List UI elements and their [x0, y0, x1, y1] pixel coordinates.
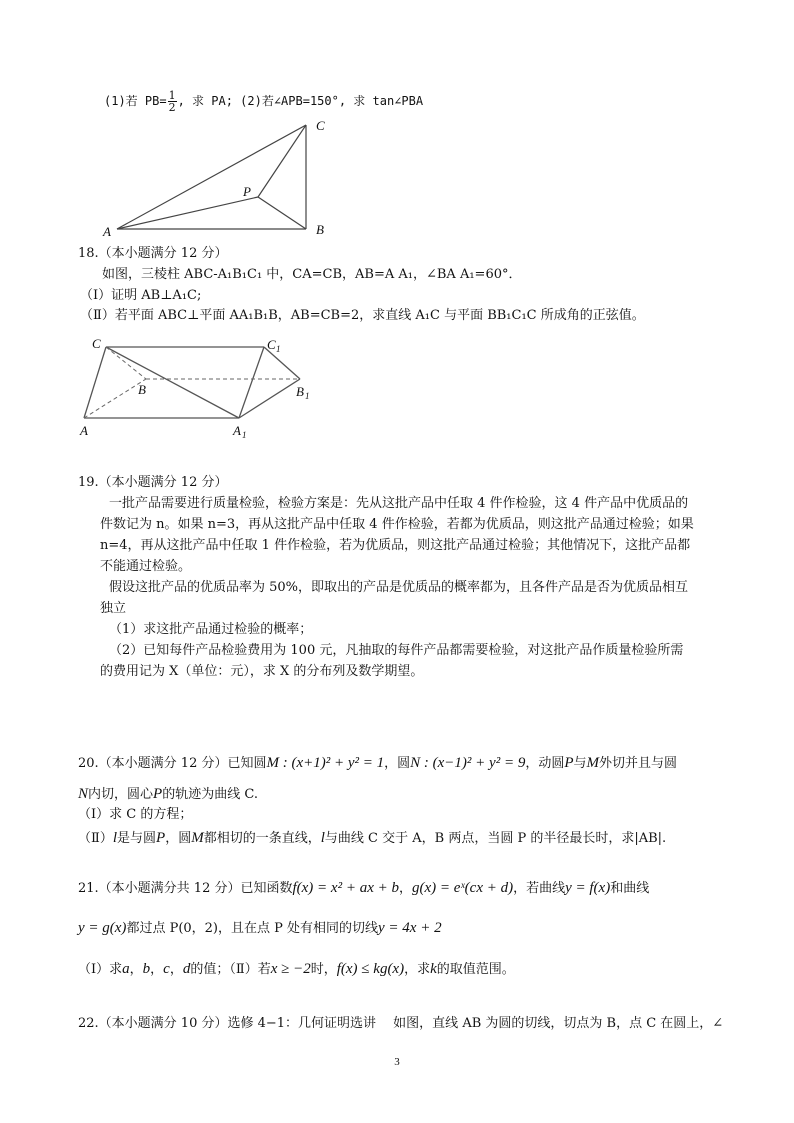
q18-label-c: C	[92, 336, 101, 351]
q21-text: 和曲线	[610, 881, 650, 896]
q20-var-l: l	[112, 830, 118, 846]
q20-var-l: l	[320, 830, 325, 846]
q20-text: 与	[573, 756, 587, 771]
q21-line-1	[78, 879, 649, 898]
q18-label-a1: A	[233, 423, 241, 438]
q20-line-1	[78, 754, 677, 773]
q21-curve-f: y = f(x)	[565, 880, 611, 896]
q19-line-4: 不能通过检验。	[100, 559, 192, 574]
q19-line-6: 独立	[100, 601, 127, 616]
q20-line-2	[78, 785, 258, 804]
q20-var-p: P	[156, 830, 166, 846]
q20-var-m: M	[191, 830, 204, 846]
q19-line-7: （1）求这批产品通过检验的概率；	[109, 622, 313, 637]
q20-text: 外切并且与圆	[599, 756, 678, 771]
q18-intro: 如图，三棱柱 ABC-A₁B₁C₁ 中，CA=CB，AB=A A₁，∠BA A₁=60°．	[102, 267, 522, 282]
q20-part-2	[78, 829, 666, 848]
q21-text: 都过点 P(0，2)，且在点 P 处有相同的切线	[126, 921, 379, 936]
q17-text-a: (1)若 PB=	[104, 94, 167, 108]
q21-text: ，	[169, 962, 183, 977]
q21-var-k: k	[430, 961, 437, 977]
q19-line-5: 假设这批产品的优质品率为 50%，即取出的产品是优质品的概率都为，且各件产品是否为优质品相互	[109, 580, 689, 595]
q21-condition: x ≥ −2	[270, 961, 311, 977]
q21-g-def: g(x) = eˣ(cx + d)	[412, 880, 514, 896]
q20-var-p: P	[153, 786, 163, 802]
q20-text: 与曲线 C 交于 A，B 两点，当圆 P 的半径最长时，求|AB|.	[324, 831, 667, 846]
q21-text: 的值；（Ⅱ）若	[190, 962, 271, 977]
q20-heading: 20.（本小题满分 12 分）已知圆	[78, 756, 267, 771]
q18-label-b1-sub: 1	[305, 391, 310, 401]
q21-var-a: a	[122, 961, 130, 977]
q19-line-2: 件数记为 n。如果 n=3，再从这批产品中任取 4 件作检验，若都为优质品，则这批产品通过检验；如果	[100, 517, 694, 532]
q17-label-a: A	[103, 224, 111, 238]
q17-label-b: B	[316, 222, 324, 237]
q18-label-a: A	[80, 423, 88, 438]
q18-label-b1: B	[296, 384, 304, 399]
q18-part-2: （Ⅱ）若平面 ABC⊥平面 AA₁B₁B，AB=CB=2，求直线 A₁C 与平面 BB₁C₁C 所成角的正弦值。	[80, 308, 645, 323]
q17-text-b: , 求 PA; (2)若∠APB=150°, 求 tan∠PBA	[177, 94, 424, 108]
q17-question-line	[104, 90, 423, 113]
q20-text: 的轨迹为曲线 C.	[162, 787, 258, 802]
q21-text: ，	[129, 962, 143, 977]
q21-f-def: f(x) = x² + ax + b	[292, 880, 399, 896]
q21-text: 的取值范围。	[436, 962, 515, 977]
q18-prism-figure	[74, 334, 324, 440]
q21-text: ，若曲线	[513, 881, 566, 896]
q20-part-1: （Ⅰ）求 C 的方程；	[78, 807, 193, 822]
q17-label-p: P	[243, 184, 251, 199]
q18-heading: 18.（本小题满分 12 分）	[78, 246, 228, 261]
q21-text: ，求	[404, 962, 431, 977]
q17-fraction: $\frac{1}{2}$	[168, 89, 176, 114]
q22-line-1: 22.（本小题满分 10 分）选修 4−1：几何证明选讲 如图，直线 AB 为圆的切线，切点为 B，点 C 在圆上，∠	[78, 1016, 724, 1031]
q20-circle-n-eq: N : (x−1)² + y² = 9	[410, 755, 526, 771]
q21-text: ，	[398, 881, 412, 896]
q21-var-c: c	[163, 961, 170, 977]
q21-text: 时，	[310, 962, 337, 977]
q19-line-8: （2）已知每件产品检验费用为 100 元，凡抽取的每件产品都需要检验，对这批产品作质量检验所需	[109, 643, 684, 658]
q20-circle-m-eq: M : (x+1)² + y² = 1	[266, 755, 385, 771]
q19-line-3: n=4，再从这批产品中任取 1 件作检验，若为优质品，则这批产品通过检验；其他情况下，这批产品都	[100, 538, 691, 553]
q18-label-c1: C	[267, 337, 276, 352]
q21-text: （Ⅰ）求	[78, 962, 123, 977]
q21-line-3	[78, 960, 515, 979]
q20-text: 内切，圆心	[88, 787, 154, 802]
q20-text: ，圆	[384, 756, 411, 771]
q19-line-1: 一批产品需要进行质量检验，检验方案是：先从这批产品中任取 4 件作检验，这 4 件产品中优质品的	[109, 496, 689, 511]
page-number: 3	[394, 1056, 400, 1068]
q20-var-p: P	[564, 755, 574, 771]
q17-label-c: C	[316, 118, 325, 133]
q21-var-d: d	[182, 961, 191, 977]
q21-text: ，	[150, 962, 164, 977]
q20-text: ，动圆	[525, 756, 565, 771]
q20-text: （Ⅱ）	[78, 831, 113, 846]
q19-line-9: 的费用记为 X（单位：元），求 X 的分布列及数学期望。	[100, 664, 424, 679]
q17-triangle-figure	[100, 114, 340, 238]
q18-part-1: （Ⅰ）证明 AB⊥A₁C;	[80, 288, 202, 303]
q20-text: ，圆	[165, 831, 192, 846]
q18-label-c1-sub: 1	[276, 344, 281, 354]
q20-text: 都相切的一条直线，	[203, 831, 321, 846]
q21-var-b: b	[142, 961, 151, 977]
q18-label-a1-sub: 1	[242, 430, 247, 440]
q21-heading: 21.（本小题满分共 12 分）已知函数	[78, 881, 293, 896]
q20-var-m: M	[586, 755, 600, 771]
q21-tangent-line: y = 4x + 2	[378, 920, 442, 936]
q21-curve-g: y = g(x)	[78, 920, 127, 936]
q18-label-b: B	[138, 382, 146, 397]
q21-inequality: f(x) ≤ kg(x)	[336, 961, 405, 977]
q20-text: 是与圆	[117, 831, 157, 846]
q19-heading: 19.（本小题满分 12 分）	[78, 475, 228, 490]
q20-var-n: N	[78, 786, 89, 802]
q21-line-2	[78, 919, 442, 938]
